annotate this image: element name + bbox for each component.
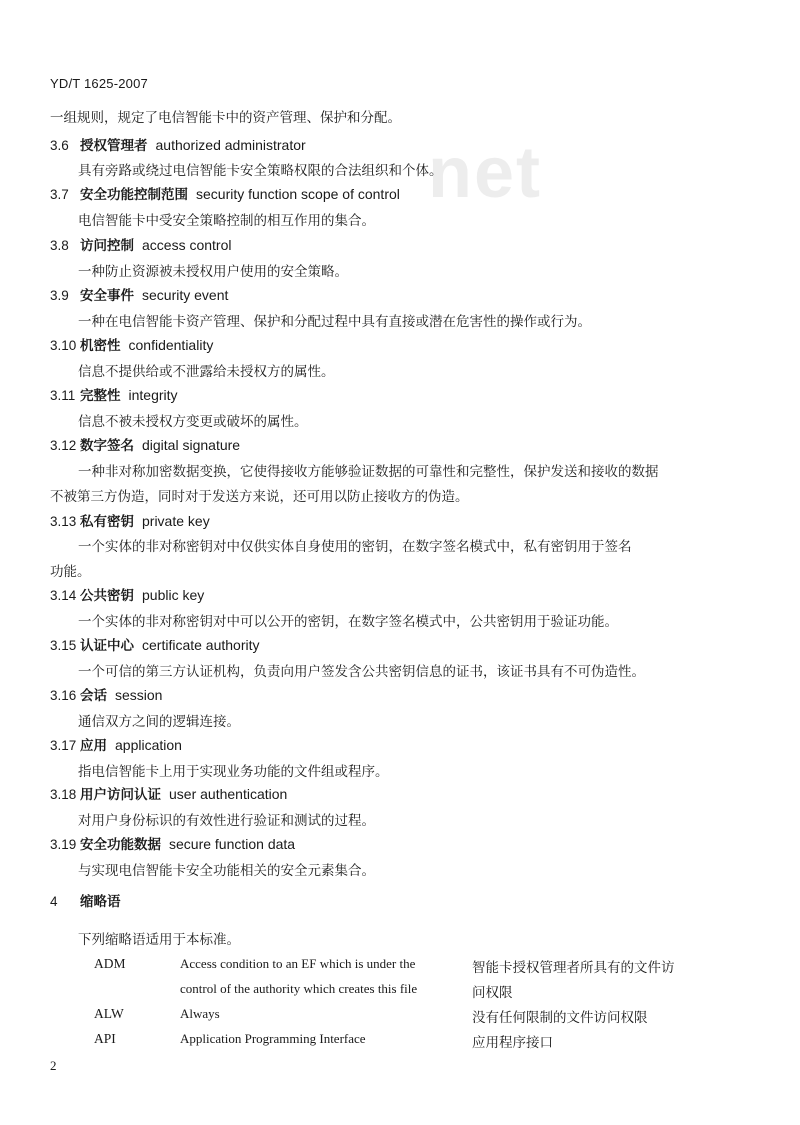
term-definition: 一个实体的非对称密钥对中仅供实体自身使用的密钥，在数字签名模式中，私有密钥用于签名 bbox=[78, 539, 632, 555]
term-chinese: 安全功能控制范围 bbox=[80, 187, 188, 203]
term-heading bbox=[50, 584, 204, 604]
term-chinese: 安全事件 bbox=[80, 288, 134, 304]
term-number: 3.16 bbox=[50, 688, 77, 703]
abbreviation-chinese: 应用程序接口 bbox=[472, 1035, 553, 1051]
term-heading bbox=[50, 510, 210, 530]
term-definition: 对用户身份标识的有效性进行验证和测试的过程。 bbox=[78, 813, 375, 829]
term-english: public key bbox=[142, 587, 205, 603]
term-definition: 通信双方之间的逻辑连接。 bbox=[78, 714, 240, 730]
abbreviation-english: Application Programming Interface bbox=[180, 1031, 366, 1046]
term-heading bbox=[50, 684, 162, 704]
term-number: 3.9 bbox=[50, 288, 69, 303]
term-definition: 一种在电信智能卡资产管理、保护和分配过程中具有直接或潜在危害性的操作或行为。 bbox=[78, 314, 591, 330]
term-english: confidentiality bbox=[128, 337, 214, 353]
abbreviation-term: ADM bbox=[94, 956, 126, 971]
term-number: 3.10 bbox=[50, 338, 77, 353]
section-heading bbox=[50, 890, 121, 910]
term-number: 3.19 bbox=[50, 837, 77, 852]
term-number: 3.15 bbox=[50, 638, 77, 653]
term-heading bbox=[50, 234, 231, 254]
term-heading bbox=[50, 783, 287, 803]
term-english: certificate authority bbox=[142, 637, 260, 653]
term-definition: 电信智能卡中受安全策略控制的相互作用的集合。 bbox=[78, 213, 375, 229]
term-definition: 具有旁路或绕过电信智能卡安全策略权限的合法组织和个体。 bbox=[78, 163, 443, 179]
term-heading bbox=[50, 434, 240, 454]
term-chinese: 公共密钥 bbox=[80, 588, 134, 604]
term-number: 3.14 bbox=[50, 588, 77, 603]
term-definition: 功能。 bbox=[50, 564, 91, 580]
term-number: 3.18 bbox=[50, 787, 77, 802]
term-english: application bbox=[115, 737, 182, 753]
abbreviation-chinese: 问权限 bbox=[472, 985, 513, 1001]
term-number: 3.8 bbox=[50, 238, 69, 253]
term-chinese: 授权管理者 bbox=[80, 138, 148, 154]
term-number: 3.7 bbox=[50, 187, 69, 202]
term-english: session bbox=[115, 687, 163, 703]
term-english: access control bbox=[142, 237, 232, 253]
term-chinese: 应用 bbox=[80, 738, 107, 754]
page-number: 2 bbox=[50, 1058, 57, 1073]
term-english: integrity bbox=[128, 387, 178, 403]
term-chinese: 访问控制 bbox=[80, 238, 134, 254]
abbreviation-term: ALW bbox=[94, 1006, 124, 1021]
term-heading bbox=[50, 384, 178, 404]
section-number: 4 bbox=[50, 894, 58, 909]
abbreviation-english: Access condition to an EF which is under the bbox=[180, 956, 416, 971]
term-number: 3.13 bbox=[50, 514, 77, 529]
term-definition: 信息不被未授权方变更或破坏的属性。 bbox=[78, 414, 308, 430]
document-header: YD/T 1625-2007 bbox=[50, 76, 148, 91]
term-chinese: 私有密钥 bbox=[80, 514, 134, 530]
watermark: net bbox=[428, 133, 542, 213]
section-title: 缩略语 bbox=[80, 894, 121, 910]
term-number: 3.12 bbox=[50, 438, 77, 453]
term-definition: 一个可信的第三方认证机构，负责向用户签发含公共密钥信息的证书，该证书具有不可伪造性。 bbox=[78, 664, 645, 680]
term-english: private key bbox=[142, 513, 210, 529]
term-heading bbox=[50, 183, 400, 203]
term-heading bbox=[50, 634, 260, 654]
abbreviation-intro: 下列缩略语适用于本标准。 bbox=[78, 932, 240, 948]
term-chinese: 用户访问认证 bbox=[80, 787, 161, 803]
abbreviation-chinese: 没有任何限制的文件访问权限 bbox=[472, 1010, 648, 1026]
term-chinese: 数字签名 bbox=[80, 438, 134, 454]
term-number: 3.6 bbox=[50, 138, 69, 153]
term-definition: 与实现电信智能卡安全功能相关的安全元素集合。 bbox=[78, 863, 375, 879]
term-chinese: 认证中心 bbox=[80, 638, 134, 654]
term-heading bbox=[50, 284, 228, 304]
term-number: 3.11 bbox=[50, 388, 76, 403]
term-definition: 不被第三方伪造，同时对于发送方来说，还可用以防止接收方的伪造。 bbox=[50, 489, 469, 505]
term-definition: 指电信智能卡上用于实现业务功能的文件组或程序。 bbox=[78, 764, 389, 780]
term-chinese: 完整性 bbox=[80, 388, 121, 404]
term-english: authorized administrator bbox=[155, 137, 306, 153]
term-chinese: 会话 bbox=[80, 688, 107, 704]
term-definition: 信息不提供给或不泄露给未授权方的属性。 bbox=[78, 364, 335, 380]
abbreviation-english: control of the authority which creates this file bbox=[180, 981, 418, 996]
abbreviation-english: Always bbox=[180, 1006, 220, 1021]
term-english: secure function data bbox=[169, 836, 296, 852]
term-number: 3.17 bbox=[50, 738, 77, 753]
term-definition: 一个实体的非对称密钥对中可以公开的密钥，在数字签名模式中，公共密钥用于验证功能。 bbox=[78, 614, 618, 630]
abbreviation-term: API bbox=[94, 1031, 116, 1046]
term-heading bbox=[50, 833, 295, 853]
term-english: security event bbox=[142, 287, 229, 303]
term-english: security function scope of control bbox=[196, 186, 400, 202]
term-english: user authentication bbox=[169, 786, 288, 802]
term-definition: 一种防止资源被未授权用户使用的安全策略。 bbox=[78, 264, 348, 280]
term-heading bbox=[50, 334, 213, 354]
abbreviation-chinese: 智能卡授权管理者所具有的文件访 bbox=[472, 960, 675, 976]
term-chinese: 安全功能数据 bbox=[80, 837, 161, 853]
term-chinese: 机密性 bbox=[80, 338, 121, 354]
term-heading bbox=[50, 734, 182, 754]
intro-line: 一组规则，规定了电信智能卡中的资产管理、保护和分配。 bbox=[50, 110, 401, 126]
term-english: digital signature bbox=[142, 437, 241, 453]
term-heading bbox=[50, 134, 306, 154]
term-definition: 一种非对称加密数据变换，它使得接收方能够验证数据的可靠性和完整性，保护发送和接收的数据 bbox=[78, 464, 659, 480]
